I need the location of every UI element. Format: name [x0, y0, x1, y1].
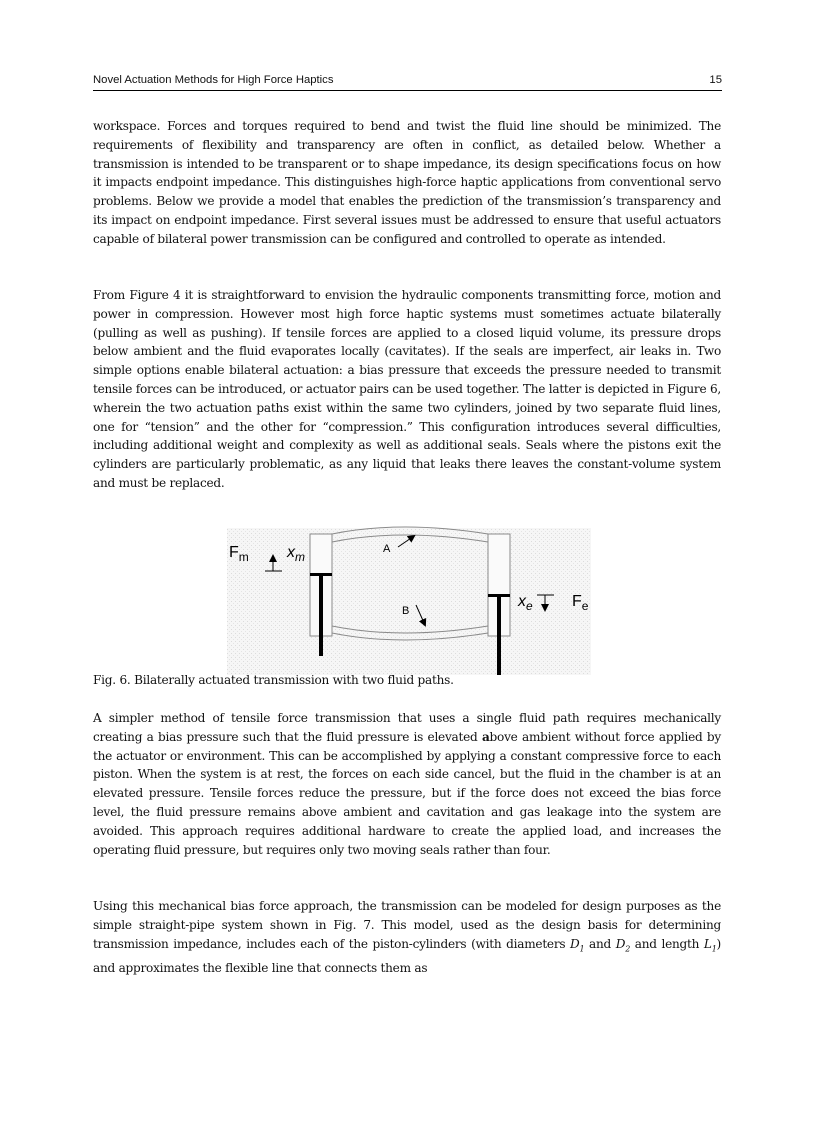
running-header: [93, 73, 722, 91]
label-line-b: B: [402, 605, 410, 617]
label-environment-force: F: [572, 593, 582, 610]
figure-6-diagram: [226, 520, 592, 675]
label-master-force: F: [229, 544, 239, 561]
label-line-a: A: [383, 543, 391, 555]
paragraph-3: A simpler method of tensile force transmission that uses a single fluid path requires mechanically creating a bias pressure such that the fluid pressure is elevated above ambient without force applied by the actuator or environment. This can be accomplished by applying a constant compressive force to each piston. When the system is at rest, the forces on each side cancel, but the fluid in the chamber is at an elevated pressure. Tensile forces reduce the pressure, but if the force does not exceed the bias force level, the fluid pressure remains above ambient and cavitation and gas leakage into the system are avoided. This approach requires additional hardware to create the applied load, and increases the operating fluid pressure, but requires only two moving seals rather than four.: [93, 711, 721, 857]
label-master-displacement: x: [287, 544, 295, 561]
svg-text:Fm: $F_m$: [229, 544, 249, 564]
figure-background: [227, 528, 591, 675]
paragraph-4: Using this mechanical bias force approach, the transmission can be modeled for design purposes as the simple straight-pipe system shown in Fig. 7. This model, used as the design basis for determining transmission impedance, includes each of the piston-cylinders (with diameters $D_1$ and $D_2$ and length $L_1$) and approximates the flexible line that connects them as: [93, 899, 721, 975]
environment-piston-rod: [497, 596, 501, 675]
svg-text:Fe: $F_e$: [572, 593, 589, 613]
figure-caption: Fig. 6. Bilaterally actuated transmission with two fluid paths.: [93, 673, 454, 687]
running-title: Novel Actuation Methods for High Force Haptics: [93, 74, 334, 86]
label-environment-displacement: x: [518, 593, 526, 610]
paragraph-1: workspace. Forces and torques required to bend and twist the fluid line should be minimized. The requirements of flexibility and transparency are often in conflict, as detailed below. Whether a transmission is intended to be transparent or to shape impedance, its design specifications focus on how it impacts endpoint impedance. This distinguishes high-force haptic applications from conventional servo problems. Below we provide a model that enables the prediction of the transmission’s transparency and its impact on endpoint impedance. First several issues must be addressed to ensure that useful actuators capable of bilateral power transmission can be configured and controlled to operate as intended.: [93, 119, 721, 246]
paragraph-2: From Figure 4 it is straightforward to envision the hydraulic components transmitting force, motion and power in compression. However most high force haptic systems must sometimes actuate bilaterally (pulling as well as pushing). If tensile forces are applied to a closed liquid volume, its pressure drops below ambient and the fluid evaporates locally (cavitates). If the seals are imperfect, air leaks in. Two simple options enable bilateral actuation: a bias pressure that exceeds the pressure needed to transmit tensile forces can be introduced, or actuator pairs can be used together. The latter is depicted in Figure 6, wherein the two actuation paths exist within the same two cylinders, joined by two separate fluid lines, one for “tension” and the other for “compression.” This configuration introduces several difficulties, including additional weight and complexity as well as additional seals. Seals where the pistons exit the cylinders are particularly problematic, as any liquid that leaks there leaves the constant-volume system and must be replaced.: [93, 288, 721, 490]
svg-text:xe: $x_e$: [518, 593, 533, 613]
page-number: 15: [709, 74, 722, 86]
master-piston-rod: [319, 575, 323, 656]
svg-text:xm: $x_m$: [287, 544, 305, 564]
